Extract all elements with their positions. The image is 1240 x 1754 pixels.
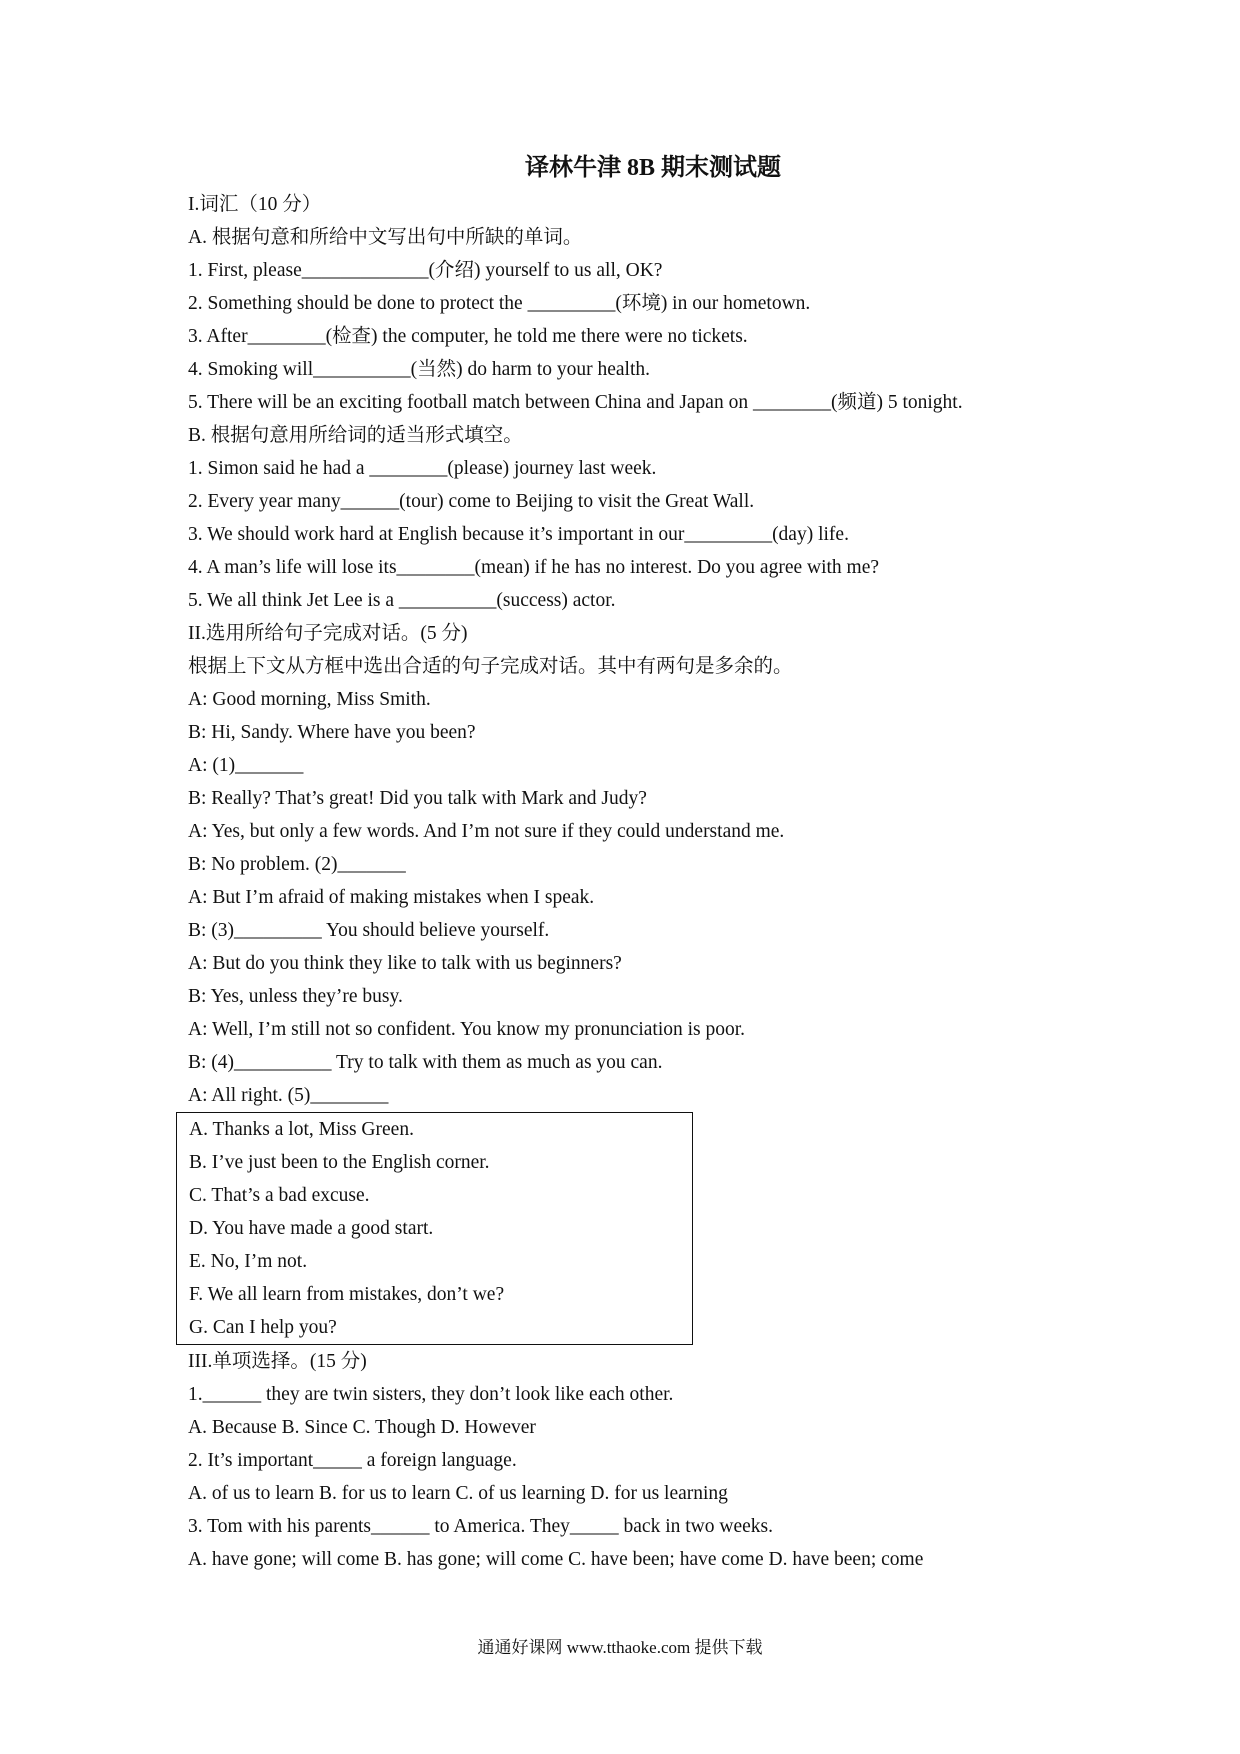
part-a-instruction: A. 根据句意和所给中文写出句中所缺的单词。 <box>188 227 583 248</box>
section-heading-vocabulary: I.词汇（10 分） <box>188 194 322 215</box>
dialogue-line-1: A: Good morning, Miss Smith. <box>188 689 431 710</box>
part-b-item-2: 2. Every year many______(tour) come to Beijing to visit the Great Wall. <box>188 491 755 512</box>
dialogue-line-2: B: Hi, Sandy. Where have you been? <box>188 722 476 743</box>
page-title: 译林牛津 8B 期末测试题 <box>524 155 781 181</box>
dialogue-line-7: A: But I’m afraid of making mistakes when I speak. <box>188 887 595 908</box>
question-2-choices: A. of us to learn B. for us to learn C. of us learning D. for us learning <box>188 1483 728 1504</box>
question-1: 1.______ they are twin sisters, they don’t look like each other. <box>188 1384 674 1405</box>
option-a: A. Thanks a lot, Miss Green. <box>189 1119 414 1140</box>
option-g: G. Can I help you? <box>189 1317 337 1338</box>
option-e: E. No, I’m not. <box>189 1251 308 1272</box>
part-b-item-3: 3. We should work hard at English because it’s important in our_________(day) life. <box>188 524 849 545</box>
option-b: B. I’ve just been to the English corner. <box>189 1152 490 1173</box>
option-d: D. You have made a good start. <box>189 1218 434 1239</box>
dialogue-line-3: A: (1)_______ <box>188 755 304 776</box>
question-2: 2. It’s important_____ a foreign language. <box>188 1450 517 1471</box>
dialogue-line-13: A: All right. (5)________ <box>188 1085 389 1106</box>
dialogue-line-11: A: Well, I’m still not so confident. You know my pronunciation is poor. <box>188 1019 746 1040</box>
section-heading-multiple-choice: III.单项选择。(15 分) <box>188 1351 367 1372</box>
options-box <box>176 1112 693 1345</box>
question-1-choices: A. Because B. Since C. Though D. However <box>188 1417 536 1438</box>
dialogue-line-10: B: Yes, unless they’re busy. <box>188 986 403 1007</box>
option-f: F. We all learn from mistakes, don’t we? <box>189 1284 505 1305</box>
part-a-item-5: 5. There will be an exciting football match between China and Japan on ________(频道) 5 tonight. <box>188 392 963 413</box>
dialogue-line-12: B: (4)__________ Try to talk with them as much as you can. <box>188 1052 663 1073</box>
part-b-item-1: 1. Simon said he had a ________(please) journey last week. <box>188 458 657 479</box>
part-a-item-4: 4. Smoking will__________(当然) do harm to your health. <box>188 359 651 380</box>
part-b-item-5: 5. We all think Jet Lee is a __________(success) actor. <box>188 590 616 611</box>
dialogue-line-4: B: Really? That’s great! Did you talk with Mark and Judy? <box>188 788 647 809</box>
question-3: 3. Tom with his parents______ to America. They_____ back in two weeks. <box>188 1516 773 1537</box>
option-c: C. That’s a bad excuse. <box>189 1185 370 1206</box>
dialogue-line-6: B: No problem. (2)_______ <box>188 854 406 875</box>
part-b-item-4: 4. A man’s life will lose its________(mean) if he has no interest. Do you agree with me? <box>188 557 880 578</box>
dialogue-line-8: B: (3)_________ You should believe yourself. <box>188 920 550 941</box>
dialogue-line-5: A: Yes, but only a few words. And I’m not sure if they could understand me. <box>188 821 785 842</box>
dialogue-line-9: A: But do you think they like to talk with us beginners? <box>188 953 622 974</box>
page-footer: 通通好课网 www.tthaoke.com 提供下载 <box>477 1638 763 1657</box>
part-a-item-2: 2. Something should be done to protect the _________(环境) in our hometown. <box>188 293 811 314</box>
question-3-choices: A. have gone; will come B. has gone; will come C. have been; have come D. have been; come <box>188 1549 924 1570</box>
dialogue-instruction: 根据上下文从方框中选出合适的句子完成对话。其中有两句是多余的。 <box>188 656 793 677</box>
part-a-item-1: 1. First, please_____________(介绍) yourself to us all, OK? <box>188 260 663 281</box>
part-b-instruction: B. 根据句意用所给词的适当形式填空。 <box>188 425 523 446</box>
part-a-item-3: 3. After________(检查) the computer, he told me there were no tickets. <box>188 326 748 347</box>
exam-content <box>188 148 1058 1576</box>
section-heading-dialogue: II.选用所给句子完成对话。(5 分) <box>188 623 468 644</box>
